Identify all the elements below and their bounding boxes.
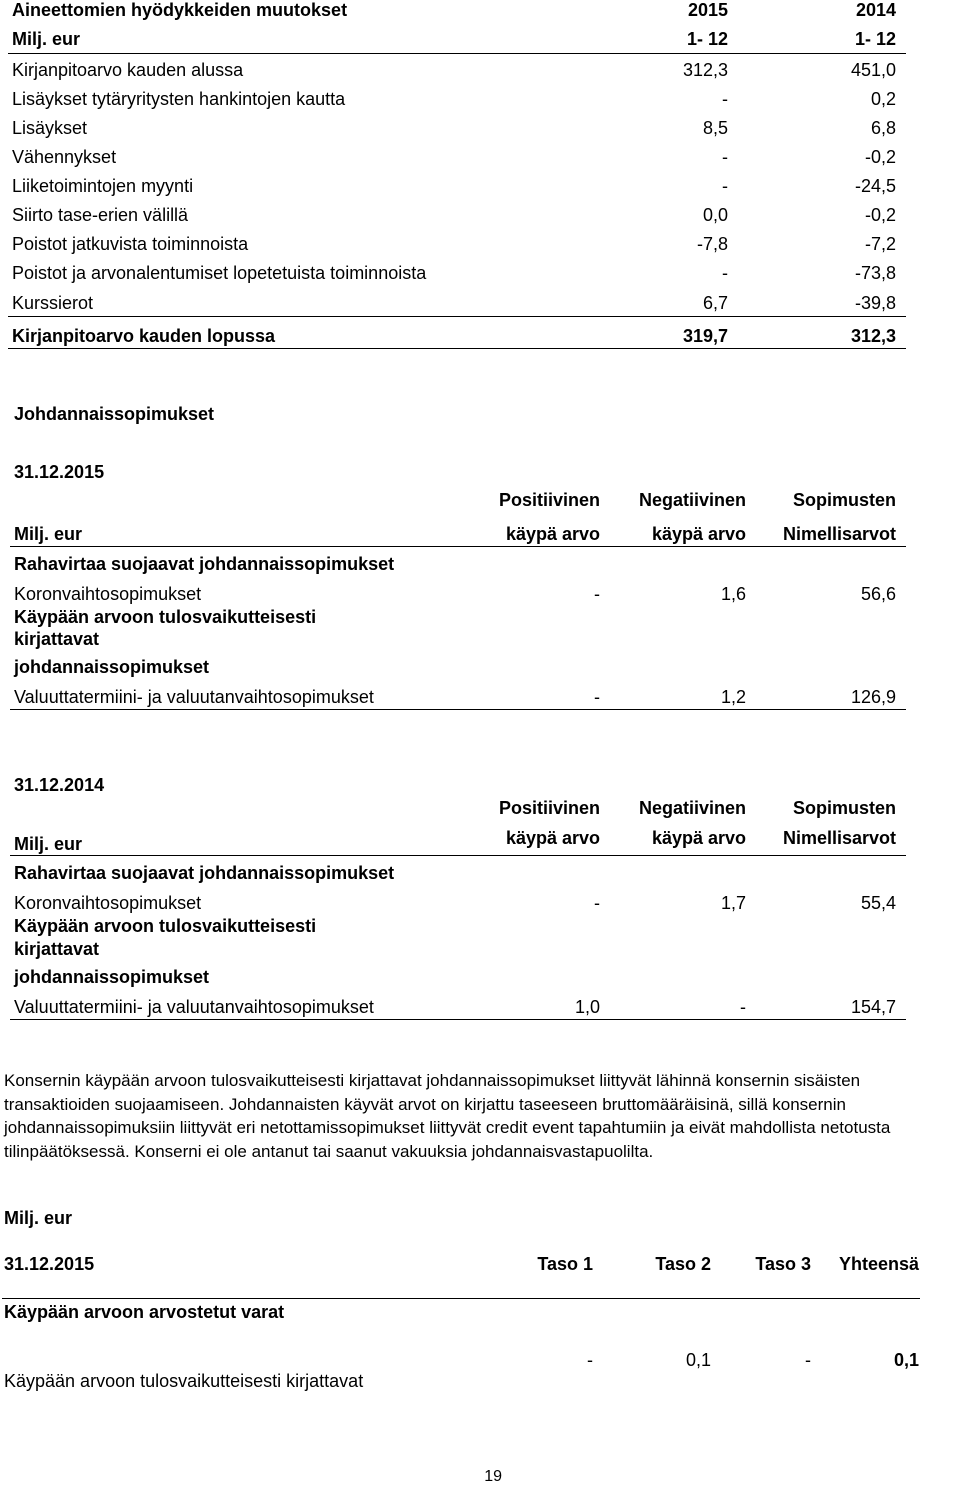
section-heading-line2: kirjattavat <box>14 939 100 959</box>
value-2014: 6,8 <box>870 118 896 138</box>
value-2014: -24,5 <box>854 176 896 196</box>
section-heading-line3: johdannaissopimukset <box>14 967 210 987</box>
col-negative-sub: käypä arvo <box>651 828 746 848</box>
col-negative-header: Negatiivinen <box>638 798 746 818</box>
col-positive-header: Positiivinen <box>498 798 600 818</box>
col-positive-header: Positiivinen <box>498 490 600 510</box>
row-label: Lisäykset <box>12 118 88 138</box>
value-2015: 6,7 <box>702 293 728 313</box>
col-nominal-sub: Nimellisarvot <box>782 828 896 848</box>
value-2014: -0,2 <box>864 205 896 225</box>
section-heading-line3: johdannaissopimukset <box>14 657 210 677</box>
col-nominal-sub: Nimellisarvot <box>782 524 896 544</box>
col-total-header: Yhteensä <box>838 1254 919 1274</box>
value-2015: 0,0 <box>702 205 728 225</box>
nominal-value: 56,6 <box>860 584 896 604</box>
col-level3-header: Taso 3 <box>755 1254 811 1274</box>
header-rule <box>10 855 906 856</box>
value-2014: 0,2 <box>870 89 896 109</box>
total-rule-top <box>8 316 906 317</box>
col-negative-header: Negatiivinen <box>638 490 746 510</box>
table-title: Aineettomien hyödykkeiden muutokset <box>12 0 348 20</box>
row-label: Kurssierot <box>12 293 94 313</box>
section-heading-line1: Käypään arvoon tulosvaikutteisesti <box>14 607 317 627</box>
row-label: Koronvaihtosopimukset <box>14 584 202 604</box>
period-2015-header: 1- 12 <box>686 29 728 49</box>
col-nominal-header: Sopimusten <box>792 798 896 818</box>
negative-value: 1,7 <box>720 893 746 913</box>
row-label: Vähennykset <box>12 147 117 167</box>
date-label: 31.12.2014 <box>14 775 105 795</box>
col-level1-header: Taso 1 <box>537 1254 593 1274</box>
row-label: Lisäykset tytäryritysten hankintojen kautta <box>12 89 346 109</box>
level1-value: - <box>587 1350 593 1370</box>
header-rule <box>2 1298 920 1299</box>
page-number: 19 <box>484 1468 502 1485</box>
value-2014: -7,2 <box>864 234 896 254</box>
value-2015: 312,3 <box>682 60 728 80</box>
nominal-value: 154,7 <box>850 997 896 1017</box>
total-rule-bottom <box>8 348 906 349</box>
row-label: Poistot jatkuvista toiminnoista <box>12 234 249 254</box>
section-heading: Rahavirtaa suojaavat johdannaissopimukset <box>14 863 395 883</box>
row-label: Koronvaihtosopimukset <box>14 893 202 913</box>
unit-label: Milj. eur <box>4 1208 73 1228</box>
unit-label: Milj. eur <box>14 524 83 544</box>
positive-value: - <box>594 893 600 913</box>
negative-value: - <box>740 997 746 1017</box>
row-label: Valuuttatermiini- ja valuutanvaihtosopimukset <box>14 687 374 707</box>
value-2015: - <box>722 147 728 167</box>
positive-value: - <box>594 584 600 604</box>
value-2014: -39,8 <box>854 293 896 313</box>
nominal-value: 55,4 <box>860 893 896 913</box>
date-label: 31.12.2015 <box>4 1254 95 1274</box>
value-2015: - <box>722 263 728 283</box>
row-label: Valuuttatermiini- ja valuutanvaihtosopimukset <box>14 997 374 1017</box>
total-2014: 312,3 <box>850 326 896 346</box>
table-bottom-rule <box>10 709 906 710</box>
section-heading: Rahavirtaa suojaavat johdannaissopimukset <box>14 554 395 574</box>
col-positive-sub: käypä arvo <box>505 524 600 544</box>
section-heading-line2: kirjattavat <box>14 629 100 649</box>
header-rule <box>8 53 906 54</box>
unit-label: Milj. eur <box>14 834 83 854</box>
positive-value: 1,0 <box>574 997 600 1017</box>
row-label: Kirjanpitoarvo kauden alussa <box>12 60 244 80</box>
total-value: 0,1 <box>893 1350 919 1370</box>
total-2015: 319,7 <box>682 326 728 346</box>
row-label: Liiketoimintojen myynti <box>12 176 194 196</box>
section-heading: Käypään arvoon arvostetut varat <box>4 1302 285 1322</box>
section-title: Johdannaissopimukset <box>14 404 215 424</box>
col-negative-sub: käypä arvo <box>651 524 746 544</box>
negative-value: 1,2 <box>720 687 746 707</box>
section-heading-line1: Käypään arvoon tulosvaikutteisesti <box>14 916 317 936</box>
value-2015: - <box>722 89 728 109</box>
row-label: Poistot ja arvonalentumiset lopetetuista toiminnoista <box>12 263 427 283</box>
level3-value: - <box>805 1350 811 1370</box>
table-bottom-rule <box>10 1019 906 1020</box>
col-nominal-header: Sopimusten <box>792 490 896 510</box>
value-2014: -73,8 <box>854 263 896 283</box>
level2-value: 0,1 <box>685 1350 711 1370</box>
explanatory-paragraph: Konsernin käypään arvoon tulosvaikutteisesti kirjattavat johdannaissopimukset liittyvät lähinnä konsernin sisäisten transaktioiden suojaamiseen. Johdannaisten käyvät arvot on kirjattu taseeseen bruttomääräisinä, sillä konsernin johdannaissopimuksiin liittyvät eri netottamissopimukset liittyvät credit event tapahtumiin ja eivät mahdollista netotusta tilinpäätöksessä. Konserni ei ole antanut tai saanut vakuuksia johdannaisvastapuolilta. <box>4 1071 891 1161</box>
value-2015: - <box>722 176 728 196</box>
value-2015: 8,5 <box>702 118 728 138</box>
period-2014-header: 1- 12 <box>854 29 896 49</box>
row-label: Käypään arvoon tulosvaikutteisesti kirjattavat <box>4 1371 364 1391</box>
total-label: Kirjanpitoarvo kauden lopussa <box>12 326 276 346</box>
year-2014-header: 2014 <box>855 0 896 20</box>
value-2014: 451,0 <box>850 60 896 80</box>
col-positive-sub: käypä arvo <box>505 828 600 848</box>
nominal-value: 126,9 <box>850 687 896 707</box>
value-2014: -0,2 <box>864 147 896 167</box>
negative-value: 1,6 <box>720 584 746 604</box>
row-label: Siirto tase-erien välillä <box>12 205 189 225</box>
value-2015: -7,8 <box>696 234 728 254</box>
date-label: 31.12.2015 <box>14 462 105 482</box>
col-level2-header: Taso 2 <box>655 1254 711 1274</box>
header-rule <box>10 546 906 547</box>
positive-value: - <box>594 687 600 707</box>
year-2015-header: 2015 <box>687 0 728 20</box>
unit-label: Milj. eur <box>12 29 81 49</box>
